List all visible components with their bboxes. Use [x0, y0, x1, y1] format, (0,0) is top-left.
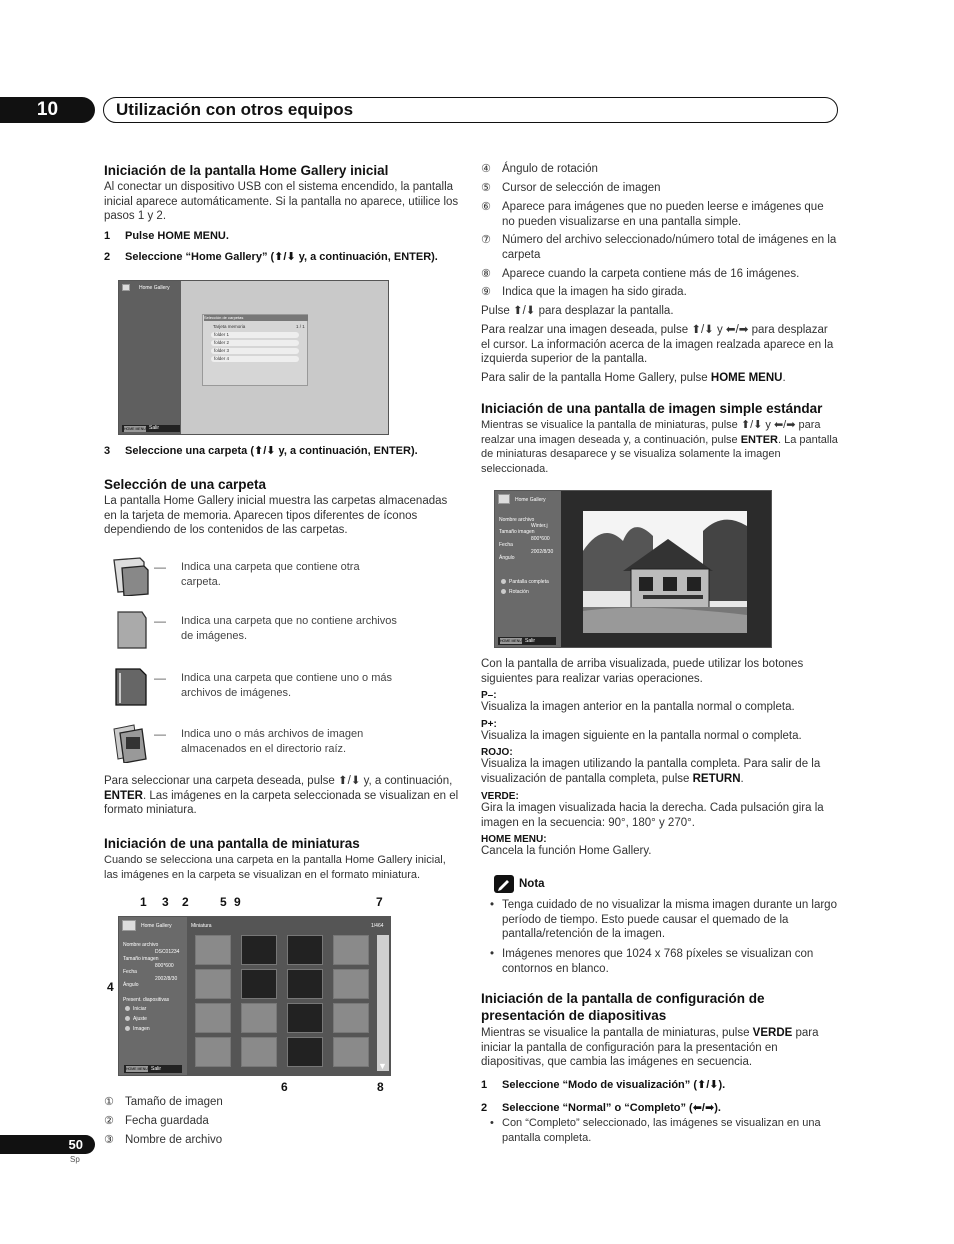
thumbnail[interactable] — [287, 1003, 323, 1033]
callout-6: 6 — [281, 1080, 288, 1094]
thumbnail[interactable] — [241, 1003, 277, 1033]
thumbnail[interactable] — [333, 935, 369, 965]
step-text: Pulse HOME MENU. — [125, 230, 229, 242]
thumbnail[interactable] — [333, 969, 369, 999]
note-pencil-icon — [494, 875, 514, 893]
chapter-number: 10 — [0, 97, 95, 123]
option-dot — [125, 1016, 130, 1021]
exit-key: HOME MENU — [124, 427, 146, 431]
scroll-instructions: Pulse ⬆/⬇ para desplazar la pantalla. — [481, 305, 674, 317]
term-home-menu: HOME MENU: — [481, 834, 547, 845]
section-title-home-gallery: Iniciación de la pantalla Home Gallery inicial — [104, 163, 389, 178]
thumbnail[interactable] — [287, 969, 323, 999]
thumbnail-grid — [195, 935, 375, 1071]
card-count: 1 / 1 — [296, 324, 305, 329]
term-desc: Visualiza la imagen anterior en la pantalla normal o completa. — [481, 701, 795, 713]
step-text: Seleccione una carpeta (⬆/⬇ y, a continuación, ENTER). — [125, 445, 418, 457]
scroll-down-icon[interactable]: ▼ — [378, 1061, 387, 1071]
legend-empty-folder: — Indica una carpeta que no contiene archivos de imágenes. — [104, 608, 464, 656]
legend-folder-with-folder: — Indica una carpeta que contiene otra carpeta. — [104, 554, 464, 602]
section-title-single-image: Iniciación de una pantalla de imagen simple estándar — [481, 401, 823, 416]
legend-root-images: — Indica uno o más archivos de imagen almacenados en el directorio raíz. — [104, 721, 464, 769]
term-desc: Gira la imagen visualizada hacia la derecha. Cada pulsación gira la imagen en la secuencia: 90°, 180° y 270°. — [481, 802, 824, 829]
thumbnail[interactable] — [333, 1003, 369, 1033]
cursor-instructions: Para realzar una imagen deseada, pulse ⬆/⬇ y ⬅/➡ para desplazar el cursor. La información acerca de la imagen realzada aparece en la izquierda superior de la pantalla. — [481, 324, 834, 366]
exit-bar: HOME MENU Salir — [498, 637, 556, 645]
step-1 — [104, 229, 229, 243]
step-2 — [104, 250, 464, 264]
thumbnail[interactable] — [195, 1037, 231, 1067]
folder-row[interactable]: folder 1 — [211, 332, 299, 338]
screen-title: Home Gallery — [141, 923, 172, 929]
section-body: Mientras se visualice la pantalla de miniaturas, pulse ⬆/⬇ y ⬅/➡ para realzar una imagen deseada y, a continuación, pulse ENTER. La pantalla de miniaturas desaparece y se visualiza solamente la imagen seleccionada. — [481, 419, 838, 475]
legend-folder-with-images: — Indica una carpeta que contiene uno o más archivos de imágenes. — [104, 665, 464, 713]
thumbnail-screen: Home Gallery Miniatura 1/464 Nombre archivo DSC01234 Tamaño imagen 800*600 Fecha 2002/8/30 Ángulo Present. diapositivas Iniciar Ajuste Imagen HOME MENU Salir ▼ — [118, 916, 391, 1076]
callout-4: 4 — [107, 980, 114, 994]
term-p-minus: P–: — [481, 690, 497, 701]
section-title-thumbnails: Iniciación de una pantalla de miniaturas — [104, 836, 360, 851]
file-count: 1/464 — [371, 923, 384, 929]
step-number: 3 — [104, 445, 111, 457]
exit-bar — [122, 425, 180, 432]
section-body: La pantalla Home Gallery inicial muestra las carpetas almacenadas en la tarjeta de memoria. Aparecen tipos diferentes de íconos dependiendo de los contenidos de las carpetas. — [104, 495, 448, 537]
folder-images-icon — [110, 665, 150, 707]
screen-sidebar — [119, 281, 181, 434]
screen-sidebar — [119, 917, 187, 1075]
folder-row[interactable]: folder 2 — [211, 340, 299, 346]
screen-sidebar — [495, 491, 561, 647]
folder-select-instructions: Para seleccionar una carpeta deseada, pulse ⬆/⬇ y, a continuación, ENTER. Las imágenes en la carpeta seleccionada se visualizan en el formato miniatura. — [104, 775, 459, 817]
term-p-plus: P+: — [481, 719, 497, 730]
folder-empty-icon — [110, 608, 150, 650]
section-body: Mientras se visualice la pantalla de miniaturas, pulse VERDE para iniciar la pantalla de configuración para la presentación en diapositivas, que cambia las imágenes en secuencia. — [481, 1027, 819, 1069]
callout-7: 7 — [376, 895, 383, 909]
term-desc: Cancela la función Home Gallery. — [481, 845, 652, 857]
term-rojo: ROJO: — [481, 747, 513, 758]
screen-title: Home Gallery — [515, 497, 546, 503]
option-dot — [501, 589, 506, 594]
thumbnail[interactable] — [195, 969, 231, 999]
legend-text: Indica uno o más archivos de imagen almacenados en el directorio raíz. — [181, 728, 364, 755]
folder-row[interactable]: folder 3 — [211, 348, 299, 354]
folder-stack-icon — [110, 554, 150, 596]
exit-label: Salir — [149, 425, 160, 431]
thumbnail[interactable] — [287, 1037, 323, 1067]
home-gallery-icon — [122, 284, 130, 291]
section-title-slideshow: Iniciación de la pantalla de configuración de presentación de diapositivas — [481, 991, 765, 1023]
scrollbar[interactable] — [377, 935, 389, 1071]
term-verde: VERDE: — [481, 791, 519, 802]
home-gallery-icon — [122, 920, 136, 931]
term-desc: Visualiza la imagen utilizando la pantalla completa. Para salir de la visualización de pantalla completa, pulse RETURN. — [481, 758, 821, 785]
step-1: 1 Seleccione “Modo de visualización” (⬆/⬇). — [481, 1079, 726, 1091]
root-images-icon — [110, 721, 150, 763]
callout-9: 9 — [234, 895, 241, 909]
note-bullet: • Tenga cuidado de no visualizar la misma imagen durante un largo período de tiempo. Esto puede causar el quemado de la pantalla/retención de la imagen. — [490, 899, 837, 941]
thumbnail[interactable] — [241, 935, 277, 965]
step-3 — [104, 444, 464, 458]
note-bullet: • Imágenes menores que 1024 x 768 píxeles se visualizan con contornos en blanco. — [490, 948, 814, 975]
memory-card-label: Tarjeta memoria — [213, 324, 246, 329]
thumbnail[interactable] — [287, 935, 323, 965]
screen-title: Home Gallery — [139, 285, 170, 291]
folder-panel-title: Selección de carpetas — [204, 315, 308, 321]
legend-text: Indica una carpeta que no contiene archivos de imágenes. — [181, 615, 397, 642]
operations-intro: Con la pantalla de arriba visualizada, puede utilizar los botones siguientes para realizar varias operaciones. — [481, 658, 804, 685]
callout-5: 5 — [220, 895, 227, 909]
language-tag: Sp — [70, 1155, 80, 1164]
chapter-title: Utilización con otros equipos — [103, 97, 838, 123]
page-number: 50 — [0, 1135, 95, 1154]
callout-3: 3 — [162, 895, 169, 909]
exit-bar: HOME MENU Salir — [124, 1065, 182, 1073]
step-2: 2 Seleccione “Normal” o “Completo” (⬅/➡). — [481, 1102, 721, 1114]
option-dot — [125, 1026, 130, 1031]
callout-2: 2 — [182, 895, 189, 909]
house-photo — [583, 511, 747, 633]
callout-1: 1 — [140, 895, 147, 909]
thumbnail[interactable] — [195, 1003, 231, 1033]
thumbnail[interactable] — [195, 935, 231, 965]
thumbnail[interactable] — [241, 969, 277, 999]
legend-text: Indica una carpeta que contiene uno o más archivos de imágenes. — [181, 672, 392, 699]
term-desc: Visualiza la imagen siguiente en la pantalla normal o completa. — [481, 730, 802, 742]
section-title-folder-select: Selección de una carpeta — [104, 477, 267, 492]
option-dot — [501, 579, 506, 584]
folder-panel — [202, 314, 308, 386]
single-image-screen: Home Gallery Nombre archivo Winter.j Tamaño imagen 800*600 Fecha 2002/8/30 Ángulo Pantalla completa Rotación HOME MENU Salir — [494, 490, 772, 648]
option-dot — [125, 1006, 130, 1011]
section-body: Al conectar un dispositivo USB con el sistema encendido, la pantalla inicial aparece automáticamente. Si la pantalla no aparece, utiilice los pasos 1 y 2. — [104, 181, 459, 223]
note-title: Nota — [519, 878, 545, 890]
exit-instructions: Para salir de la pantalla Home Gallery, pulse HOME MENU. — [481, 372, 786, 384]
callout-8: 8 — [377, 1080, 384, 1094]
home-gallery-folder-screen — [118, 280, 389, 435]
thumbnail[interactable] — [241, 1037, 277, 1067]
step-number: 1 — [104, 230, 111, 242]
thumbnail-label: Miniatura — [191, 923, 212, 929]
step-text: Seleccione “Home Gallery” (⬆/⬇ y, a continuación, ENTER). — [125, 251, 438, 263]
step-bullet: • Con “Completo” seleccionado, las imágenes se visualizan en una pantalla completa. — [490, 1117, 821, 1144]
section-body: Cuando se selecciona una carpeta en la pantalla Home Gallery inicial, las imágenes en la carpeta se visualizan en el formato miniatura. — [104, 854, 446, 881]
folder-row[interactable]: folder 4 — [211, 356, 299, 362]
step-number: 2 — [104, 251, 111, 263]
thumbnail[interactable] — [333, 1037, 369, 1067]
legend-text: Indica una carpeta que contiene otra carpeta. — [181, 561, 360, 588]
home-gallery-icon — [498, 494, 510, 504]
